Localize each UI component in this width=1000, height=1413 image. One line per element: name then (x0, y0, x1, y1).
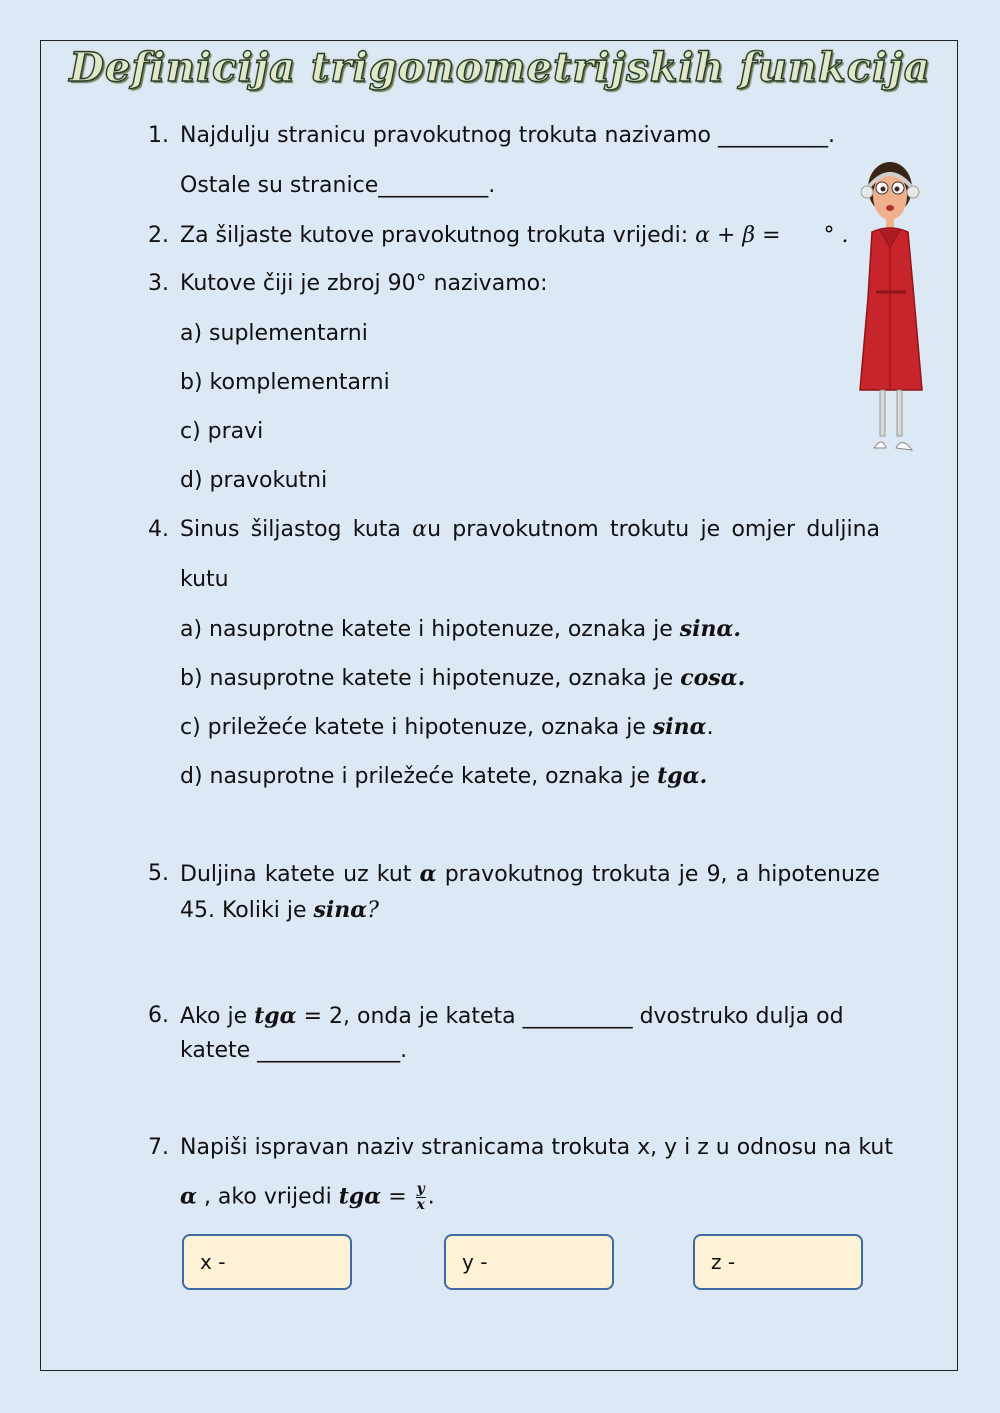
answer-box-y[interactable]: y - (444, 1234, 614, 1290)
q3-number: 3. (148, 271, 169, 296)
q4-option-b[interactable]: b) nasuprotne katete i hipotenuze, oznaka je cosα. (180, 665, 746, 691)
q3-option-a[interactable]: a) suplementarni (180, 321, 368, 346)
q3-text: Kutove čiji je zbroj 90° nazivamo: (180, 271, 548, 296)
q4-number: 4. (148, 517, 169, 542)
q4-line1: Sinus šiljastog kuta αu pravokutnom trokutu je omjer duljina (180, 517, 881, 542)
page-title: Definicija trigonometrijskih funkcija (69, 44, 931, 91)
q5-line1: Duljina katete uz kut α pravokutnog trokuta je 9, a hipotenuze (180, 861, 880, 887)
q2-line (180, 222, 849, 250)
q4-line2: kutu (180, 567, 229, 592)
q7-line1: Napiši ispravan naziv stranicama trokuta x, y i z u odnosu na kut (180, 1135, 893, 1160)
q6-line1: Ako je tgα = 2, onda je kateta __________ dvostruko dulja od (180, 1003, 844, 1029)
teacher-figure (850, 158, 932, 463)
q3-option-c[interactable]: c) pravi (180, 419, 264, 444)
q3-option-b[interactable]: b) komplementarni (180, 370, 390, 395)
q3-option-d[interactable]: d) pravokutni (180, 468, 328, 493)
q5-number: 5. (148, 861, 169, 886)
answer-box-z[interactable]: z - (693, 1234, 863, 1290)
q2-text: Za šiljaste kutove pravokutnog trokuta vrijedi: (180, 223, 689, 248)
q4-option-d[interactable]: d) nasuprotne i priležeće katete, oznaka je tgα. (180, 763, 708, 789)
q6-line2: katete _____________. (180, 1038, 408, 1063)
q2-number: 2. (148, 223, 169, 248)
red-coat (860, 228, 922, 390)
q1-number: 1. (148, 123, 169, 148)
q7-line2: α , ako vrijedi tgα = $\frac{y}{x}$ . (180, 1181, 435, 1213)
q6-number: 6. (148, 1003, 169, 1028)
q1-line2: Ostale su stranice__________. (180, 173, 496, 198)
q4-option-c[interactable]: c) priležeće katete i hipotenuze, oznaka je sinα. (180, 714, 714, 740)
q7-fraction: $\frac{y}{x}$ (416, 1181, 425, 1213)
q5-line2: 45. Koliki je sinα? (180, 897, 379, 923)
q4-option-a[interactable]: a) nasuprotne katete i hipotenuze, oznaka je sinα. (180, 616, 742, 642)
q2-tail: ° . (823, 223, 849, 248)
q7-number: 7. (148, 1135, 169, 1160)
q2-formula: α + β = (695, 223, 781, 248)
answer-box-x[interactable]: x - (182, 1234, 352, 1290)
q1-line1: Najdulju stranicu pravokutnog trokuta nazivamo __________. (180, 123, 836, 148)
